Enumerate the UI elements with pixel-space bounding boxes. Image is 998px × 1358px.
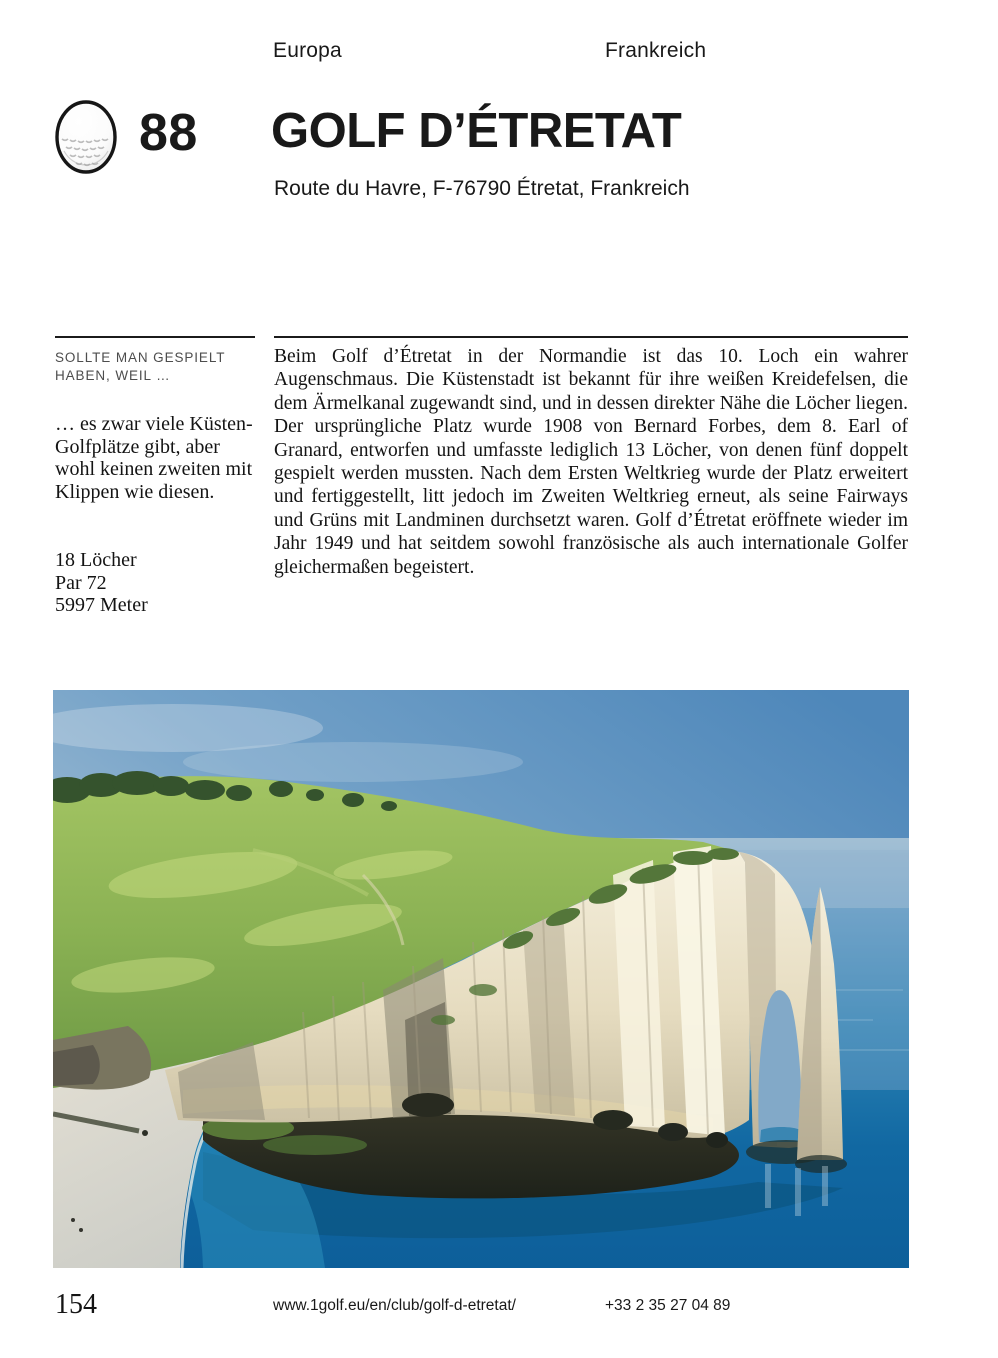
kicker-line1: SOLLTE MAN GESPIELT bbox=[55, 350, 226, 365]
website-url: www.1golf.eu/en/club/golf-d-etretat/ bbox=[273, 1297, 516, 1314]
course-number: 88 bbox=[139, 104, 198, 162]
course-address: Route du Havre, F-76790 Étretat, Frankreich bbox=[274, 177, 690, 200]
breadcrumb-country: Frankreich bbox=[605, 39, 707, 62]
fact-holes: 18 Löcher bbox=[55, 549, 137, 571]
course-title: GOLF D’ÉTRETAT bbox=[271, 104, 682, 158]
divider-article bbox=[274, 336, 908, 338]
article-body: Beim Golf d’Étretat in der Normandie ist das 10. Loch ein wahrer Augenschmaus. Die Küstenstadt ist bekannt für ihre weißen Kreidefelsen, die dem Ärmelkanal zugewandt sind, und in dessen direkter Nähe die Löcher liegen. Der ursprüngliche Platz wurde 1908 von Bernard Forbes, dem 8. Earl of Granard, entworfen und umfasste lediglich 13 Löcher, von denen fünf doppelt gespielt werden mussten. Nach dem Ersten Weltkrieg wurde der Platz erweitert und fertiggestellt, litt jedoch im Zweiten Weltkrieg erneut, als seine Fairways und Grüns mit Landminen durchsetzt waren. Golf d’Étretat eröffnete wieder im Jahr 1949 und hat seitdem sowohl französische als auch internationale Golfer gleichermaßen begeistert. bbox=[274, 346, 908, 578]
sidebar-kicker bbox=[55, 349, 225, 384]
kicker-line2: HABEN, WEIL … bbox=[55, 367, 171, 383]
divider-sidebar bbox=[55, 336, 255, 338]
breadcrumb-region: Europa bbox=[273, 39, 342, 62]
course-facts bbox=[55, 549, 148, 617]
fact-length: 5997 Meter bbox=[55, 594, 148, 616]
fact-par: Par 72 bbox=[55, 571, 107, 594]
sidebar-reason: … es zwar viele Küsten-Golfplätze gibt, aber wohl keinen zweiten mit Klippen wie diesen. bbox=[55, 413, 253, 503]
golf-ball-icon bbox=[54, 99, 118, 177]
page-number: 154 bbox=[55, 1289, 97, 1320]
phone-number: +33 2 35 27 04 89 bbox=[605, 1297, 731, 1314]
course-photo bbox=[53, 690, 909, 1268]
